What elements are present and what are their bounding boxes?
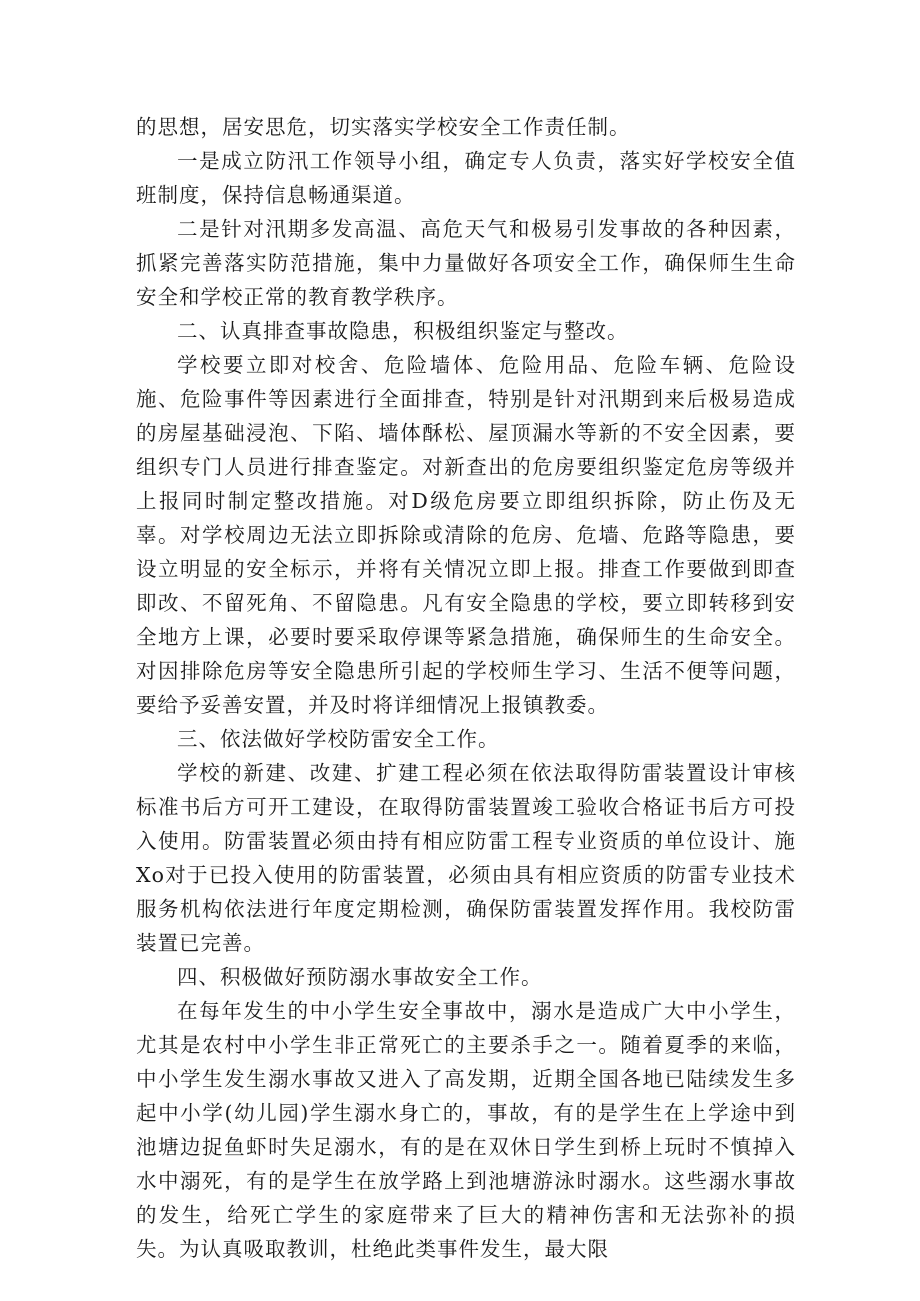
paragraph-hazard-inspection: 学校要立即对校舍、危险墙体、危险用品、危险车辆、危险设施、危险事件等因素进行全面排查，特别是针对汛期到来后极易造成的房屋基础浸泡、下陷、墙体酥松、屋顶漏水等新的不安全因素，要组织专门人员进行排查鉴定。对新查出的危房要组织鉴定危房等级并上报同时制定整改措施。对D级危房要立即组织拆除，防止伤及无辜。对学校周边无法立即拆除或清除的危房、危墙、危路等隐患，要设立明显的安全标示，并将有关情况立即上报。排查工作要做到即查即改、不留死角、不留隐患。凡有安全隐患的学校，要立即转移到安全地方上课，必要时要采取停课等紧急措施，确保师生的生命安全。对因排除危房等安全隐患所引起的学校师生学习、生活不便等问题，要给予妥善安置，并及时将详细情况上报镇教委。	[136, 353, 796, 717]
document-body	[136, 110, 796, 1266]
section-heading-2: 二、认真排查事故隐患，积极组织鉴定与整改。	[177, 319, 629, 343]
paragraph-item-one: 一是成立防汛工作领导小组，确定专人负责，落实好学校安全值班制度，保持信息畅通渠道。	[136, 149, 796, 207]
section-heading-4: 四、积极做好预防溺水事故安全工作。	[177, 965, 543, 989]
paragraph-continued: 的思想，居安思危，切实落实学校安全工作责任制。	[136, 115, 631, 139]
paragraph-lightning-protection: 学校的新建、改建、扩建工程必须在依法取得防雷装置设计审核标准书后方可开工建设，在取得防雷装置竣工验收合格证书后方可投入使用。防雷装置必须由持有相应防雷工程专业资质的单位设计、施Xo对于已投入使用的防雷装置，必须由具有相应资质的防雷专业技术服务机构依法进行年度定期检测，确保防雷装置发挥作用。我校防雷装置已完善。	[136, 761, 796, 955]
paragraph-drowning-prevention: 在每年发生的中小学生安全事故中，溺水是造成广大中小学生，尤其是农村中小学生非正常死亡的主要杀手之一。随着夏季的来临，中小学生发生溺水事故又进入了高发期，近期全国各地已陆续发生多起中小学(幼儿园)学生溺水身亡的，事故，有的是学生在上学途中到池塘边捉鱼虾时失足溺水，有的是在双休日学生到桥上玩时不慎掉入水中溺死，有的是学生在放学路上到池塘游泳时溺水。这些溺水事故的发生，给死亡学生的家庭带来了巨大的精神伤害和无法弥补的损失。为认真吸取教训，杜绝此类事件发生，最大限	[136, 999, 796, 1261]
paragraph-item-two: 二是针对汛期多发高温、高危天气和极易引发事故的各种因素，抓紧完善落实防范措施，集中力量做好各项安全工作，确保师生生命安全和学校正常的教育教学秩序。	[136, 217, 796, 309]
section-heading-3: 三、依法做好学校防雷安全工作。	[177, 727, 500, 751]
